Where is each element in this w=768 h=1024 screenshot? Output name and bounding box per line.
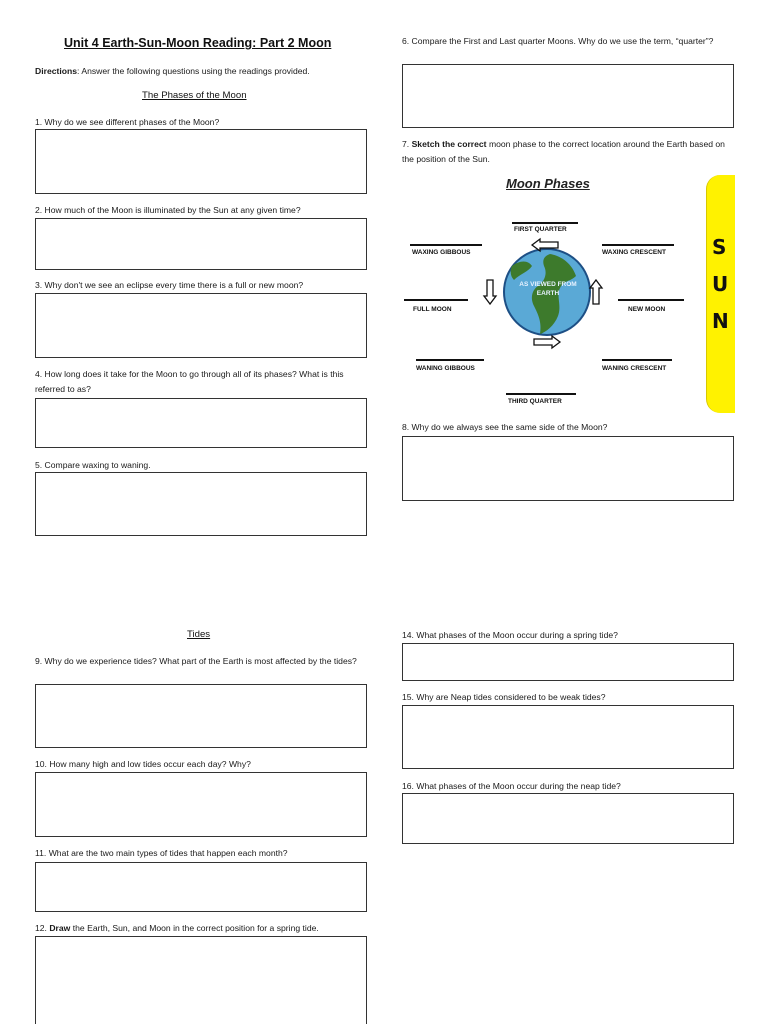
question-2: 2. How much of the Moon is illuminated by the Sun at any given time? (35, 205, 301, 215)
directions-label: Directions (35, 66, 78, 76)
blank-line-first-quarter (512, 222, 578, 224)
question-5: 5. Compare waxing to waning. (35, 460, 151, 470)
moon-phases-diagram (402, 172, 734, 415)
blank-line-new-moon (618, 299, 684, 301)
label-waxing-gibbous: WAXING GIBBOUS (412, 249, 471, 256)
earth-label: AS VIEWED FROM EARTH (519, 281, 577, 297)
label-third-quarter: THIRD QUARTER (508, 398, 562, 405)
blank-line-full-moon (404, 299, 468, 301)
answer-box-8[interactable] (402, 436, 734, 501)
label-full-moon: FULL MOON (413, 306, 452, 313)
answer-box-11[interactable] (35, 862, 367, 912)
answer-box-5[interactable] (35, 472, 367, 536)
label-new-moon: NEW MOON (628, 306, 666, 313)
question-11: 11. What are the two main types of tides that happen each month? (35, 848, 288, 858)
question-7 (402, 137, 732, 167)
answer-box-9[interactable] (35, 684, 367, 748)
answer-box-1[interactable] (35, 129, 367, 194)
answer-box-14[interactable] (402, 643, 734, 681)
diagram-title: Moon Phases (506, 176, 590, 191)
answer-box-12[interactable] (35, 936, 367, 1024)
question-9: 9. Why do we experience tides? What part of the Earth is most affected by the tides? (35, 656, 357, 666)
question-12-emphasis: Draw (49, 923, 71, 933)
blank-line-waning-crescent (602, 359, 672, 361)
question-12 (35, 921, 319, 936)
sun-letter-n: N (712, 309, 729, 333)
answer-box-6[interactable] (402, 64, 734, 128)
blank-line-waning-gibbous (416, 359, 484, 361)
arrow-right-icon (534, 336, 560, 348)
label-waxing-crescent: WAXING CRESCENT (602, 249, 666, 256)
question-6: 6. Compare the First and Last quarter Moons. Why do we use the term, “quarter”? (402, 36, 714, 46)
label-waning-gibbous: WANING GIBBOUS (416, 365, 475, 372)
sun-letter-s: S (712, 235, 727, 259)
question-8: 8. Why do we always see the same side of the Moon? (402, 422, 608, 432)
question-10: 10. How many high and low tides occur each day? Why? (35, 759, 251, 769)
arrow-up-icon (590, 280, 602, 304)
question-12-number: 12. (35, 923, 50, 933)
answer-box-16[interactable] (402, 793, 734, 844)
page-title: Unit 4 Earth-Sun-Moon Reading: Part 2 Moon (64, 36, 332, 50)
label-waning-crescent: WANING CRESCENT (602, 365, 667, 372)
question-4: 4. How long does it take for the Moon to go through all of its phases? What is this referred to as? (35, 369, 344, 394)
question-12-text: the Earth, Sun, and Moon in the correct position for a spring tide. (70, 923, 319, 933)
question-7-number: 7. (402, 139, 412, 149)
question-14: 14. What phases of the Moon occur during a spring tide? (402, 630, 618, 640)
question-15: 15. Why are Neap tides considered to be weak tides? (402, 692, 606, 702)
question-1: 1. Why do we see different phases of the Moon? (35, 117, 220, 127)
answer-box-4[interactable] (35, 398, 367, 448)
answer-box-10[interactable] (35, 772, 367, 837)
answer-box-3[interactable] (35, 293, 367, 358)
sun-letter-u: U (712, 272, 729, 296)
directions-text: : Answer the following questions using the readings provided. (77, 66, 310, 76)
tides-heading: Tides (187, 629, 211, 640)
blank-line-waxing-gibbous (410, 244, 482, 246)
blank-line-third-quarter (506, 393, 576, 395)
label-first-quarter: FIRST QUARTER (514, 226, 567, 233)
question-7-text: moon phase to the correct location around the Earth based on the position of the Sun. (402, 139, 725, 164)
answer-box-15[interactable] (402, 705, 734, 769)
answer-box-2[interactable] (35, 218, 367, 270)
blank-line-waxing-crescent (602, 244, 674, 246)
arrow-down-icon (484, 280, 496, 304)
directions (35, 66, 310, 76)
phases-heading: The Phases of the Moon (142, 90, 247, 101)
question-7-emphasis: Sketch the correct (411, 139, 487, 149)
question-3: 3. Why don't we see an eclipse every time there is a full or new moon? (35, 280, 304, 290)
question-16: 16. What phases of the Moon occur during the neap tide? (402, 781, 621, 791)
